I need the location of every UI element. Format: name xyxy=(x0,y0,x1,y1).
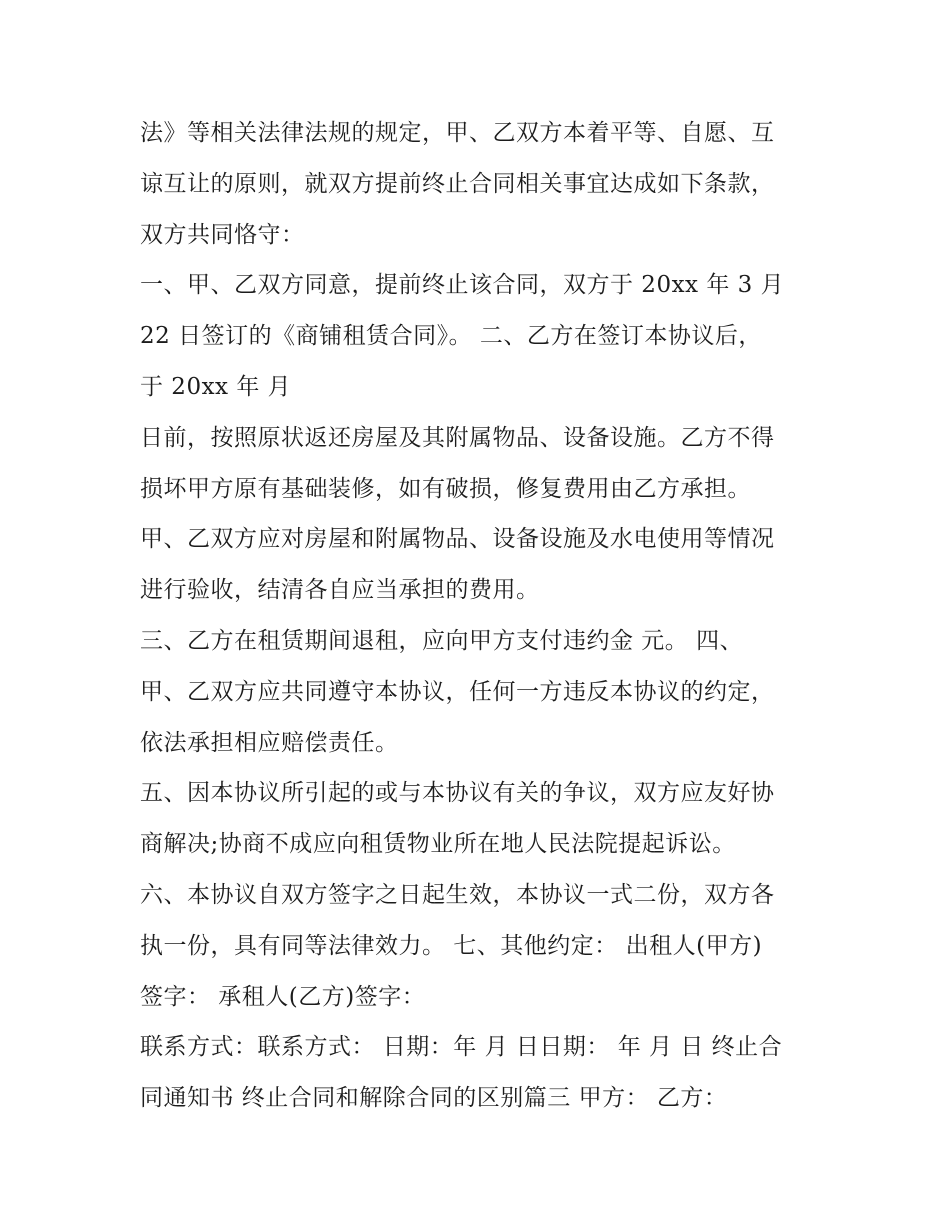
text-line: 甲、乙双方应对房屋和附属物品、设备设施及水电使用等情况 xyxy=(140,526,775,553)
text-line: 五、因本协议所引起的或与本协议有关的争议，双方应友好协 xyxy=(140,780,775,807)
text-line: 双方共同恪守： xyxy=(140,221,305,248)
text-line: 联系方式：联系方式： 日期：年 月 日日期： 年 月 日 终止合 xyxy=(140,1034,783,1061)
text-line: 一、甲、乙双方同意，提前终止该合同，双方于 20xx 年 3 月 xyxy=(140,272,785,299)
text-line: 签字： 承租人(乙方)签字： xyxy=(140,983,426,1010)
text-line: 执一份，具有同等法律效力。 七、其他约定： 出租人(甲方) xyxy=(140,932,763,959)
text-line: 法》等相关法律法规的规定，甲、乙双方本着平等、自愿、互 xyxy=(140,120,775,146)
text-line: 于 20xx 年 月 xyxy=(140,373,292,400)
text-line: 甲、乙双方应共同遵守本协议，任何一方违反本协议的约定， xyxy=(140,678,775,705)
text-line: 六、本协议自双方签字之日起生效，本协议一式二份，双方各 xyxy=(140,881,775,908)
document-body xyxy=(140,108,830,1124)
text-line: 22 日签订的《商铺租赁合同》。 二、乙方在签订本协议后， xyxy=(140,323,762,350)
text-line: 谅互让的原则，就双方提前终止合同相关事宜达成如下条款， xyxy=(140,170,775,197)
text-line: 商解决;协商不成应向租赁物业所在地人民法院提起诉讼。 xyxy=(140,831,736,858)
text-line: 进行验收，结清各自应当承担的费用。 xyxy=(140,577,540,604)
text-line: 损坏甲方原有基础装修，如有破损，修复费用由乙方承担。 xyxy=(140,475,751,502)
text-line: 三、乙方在租赁期间退租，应向甲方支付违约金 元。 四、 xyxy=(140,627,744,654)
text-line: 日前，按照原状返还房屋及其附属物品、设备设施。乙方不得 xyxy=(140,424,775,451)
text-line: 依法承担相应赔偿责任。 xyxy=(140,729,399,756)
text-line: 同通知书 终止合同和解除合同的区别篇三 甲方： 乙方： xyxy=(140,1085,728,1112)
